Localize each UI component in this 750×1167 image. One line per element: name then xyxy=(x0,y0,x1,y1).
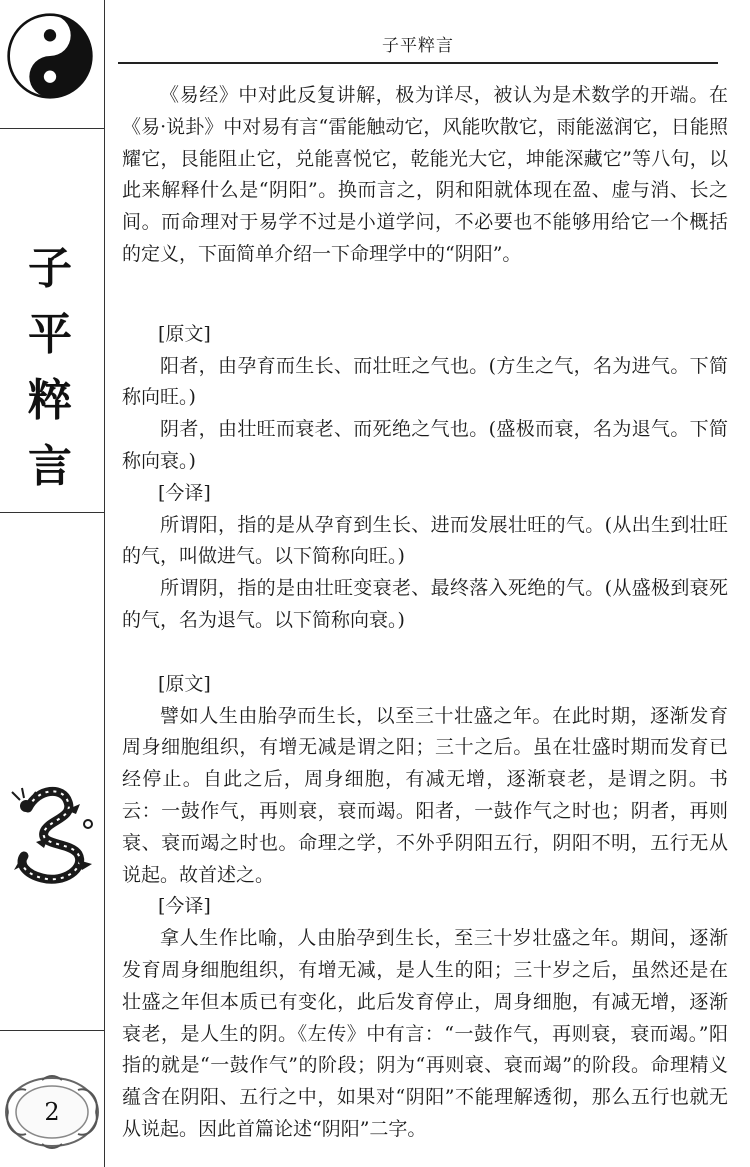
dragon-icon xyxy=(8,780,100,890)
header-rule xyxy=(118,62,718,64)
original-text-paragraph: 阳者，由孕育而生长、而壮旺之气也。(方生之气，名为进气。下简称向旺。) xyxy=(122,354,728,409)
sidebar-title-char: 子 xyxy=(28,243,72,294)
original-text-paragraph: 譬如人生由胎孕而生长，以至三十壮盛之年。在此时期，逐渐发育周身细胞组织，有增无减是谓之阳；三十之后。虽在壮盛时期而发育已经停止。自此之后，周身细胞，有减无增，逐渐衰老，是谓之阴。书云：一鼓作气，再则衰，衰而竭。阳者，一鼓作气之时也；阴者，再则衰、衰而竭之时也。命理之学，不外乎阴阳五行，阴阳不明，五行无从说起。故首述之。 xyxy=(122,704,728,886)
sidebar-title-char: 粹 xyxy=(28,375,72,426)
page-body xyxy=(122,80,728,1146)
sidebar-divider-top xyxy=(0,128,104,129)
translation-paragraph: 拿人生作比喻，人由胎孕到生长，至三十岁壮盛之年。期间，逐渐发育周身细胞组织，有增无减，是人生的阳；三十岁之后，虽然还是在壮盛之年但本质已有变化，此后发育停止，周身细胞，有减无增，逐渐衰老，是人生的阴。《左传》中有言：“一鼓作气，再则衰，衰而竭。”阳指的就是“一鼓作气”的阶段；阴为“再则衰、衰而竭”的阶段。命理精义蕴含在阴阳、五行之中，如果对“阴阳”不能理解透彻，那么五行也就无从说起。因此首篇论述“阴阳”二字。 xyxy=(122,927,728,1140)
sidebar-divider-middle xyxy=(0,512,104,513)
sidebar-divider-bottom xyxy=(0,1030,104,1031)
sidebar xyxy=(0,0,105,1167)
section-label-original: [原文] xyxy=(158,322,211,345)
section-label-translation: [今译] xyxy=(158,481,211,504)
intro-paragraph: 《易经》中对此反复讲解，极为详尽，被认为是术数学的开端。在《易·说卦》中对易有言“雷能触动它，风能吹散它，雨能滋润它，日能照耀它，艮能阻止它，兑能喜悦它，乾能光大它，坤能深藏它”等八句，以此来解释什么是“阴阳”。换而言之，阴和阳就体现在盈、虚与消、长之间。而命理对于易学不过是小道学问，不必要也不能够用给它一个概括的定义，下面简单介绍一下命理学中的“阴阳”。 xyxy=(122,84,728,265)
running-header-title: 子平粹言 xyxy=(382,36,454,56)
yin-yang-icon xyxy=(6,12,94,100)
translation-paragraph: 所谓阳，指的是从孕育到生长、进而发展壮旺的气。(从出生到壮旺的气，叫做进气。以下简称向旺。) xyxy=(122,513,728,568)
section-label-translation: [今译] xyxy=(158,895,211,918)
translation-paragraph: 所谓阴，指的是由壮旺变衰老、最终落入死绝的气。(从盛极到衰死的气，名为退气。以下简称向衰。) xyxy=(122,577,728,631)
sidebar-title-char: 平 xyxy=(28,309,72,360)
section-label-original: [原文] xyxy=(158,672,211,695)
page-number: 2 xyxy=(44,1098,60,1126)
sidebar-vertical-title xyxy=(18,236,82,500)
sidebar-title-char: 言 xyxy=(28,441,72,492)
original-text-paragraph: 阴者，由壮旺而衰老、而死绝之气也。(盛极而衰，名为退气。下简称向衰。) xyxy=(122,418,728,472)
